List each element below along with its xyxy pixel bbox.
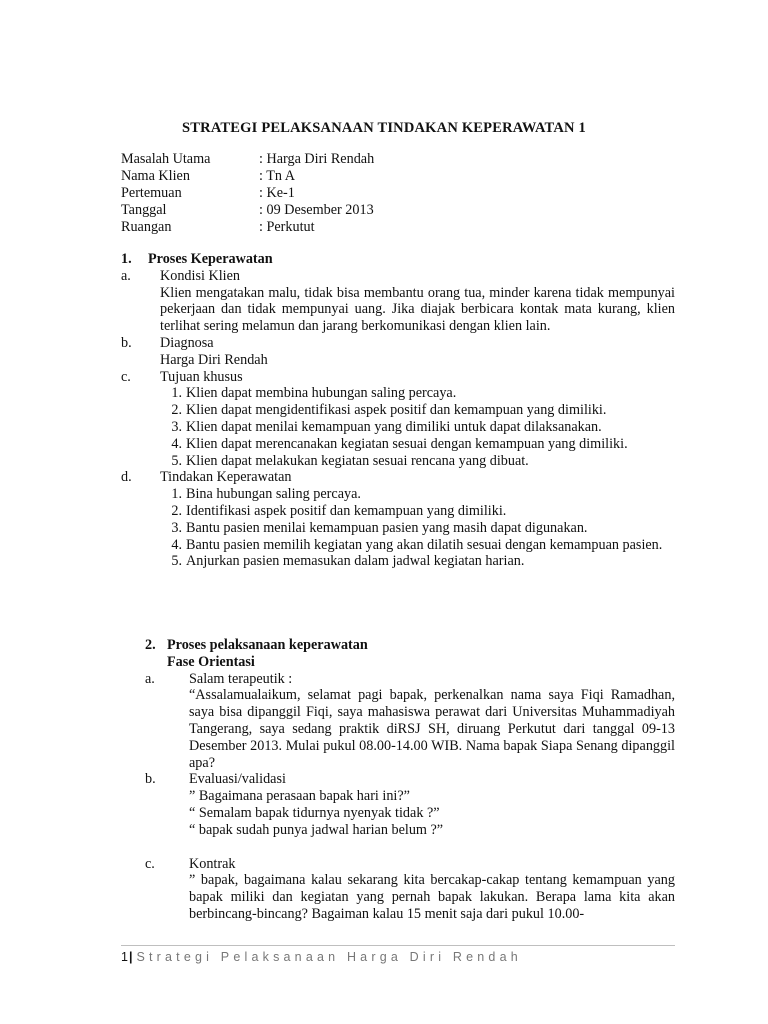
list-item: 3. Klien dapat menilai kemampuan yang dimiliki untuk dapat dilaksanakan.: [171, 418, 602, 435]
list-item: 2. Klien dapat mengidentifikasi aspek positif dan kemampuan yang dimiliki.: [171, 402, 607, 419]
numbered-list: [160, 385, 675, 469]
section-proses-pelaksanaan: [145, 637, 675, 923]
subsection-title: Evaluasi/validasi: [189, 771, 286, 788]
list-item: 3. Bantu pasien menilai kemampuan pasien yang masih dapat digunakan.: [171, 519, 588, 536]
section-title: Proses Keperawatan: [148, 251, 273, 267]
dialogue-line: “ Semalam bapak tidurnya nyenyak tidak ?”: [189, 804, 440, 821]
subsection-paragraph: “Assalamualaikum, selamat pagi bapak, perkenalkan nama saya Fiqi Ramadhan, saya bisa dipanggil Fiqi, saya mahasiswa perawat dari Universitas Muhammadiyah Tangerang, saya sedang praktik diRSJ SH, diruang Perkutut dari tanggal 09-13 Desember 2013. Mulai pukul 08.00-14.00 WIB. Nama bapak Siapa Senang dipanggil apa?: [189, 687, 675, 771]
patient-info-table: [121, 151, 374, 236]
page-number: 1: [121, 950, 128, 964]
dialogue-line: ” Bagaimana perasaan bapak hari ini?”: [189, 788, 410, 805]
page-footer: [121, 950, 522, 964]
phase-title: Fase Orientasi: [167, 653, 255, 670]
info-row-ruangan: [121, 219, 374, 236]
list-item: 1. Bina hubungan saling percaya.: [171, 486, 361, 503]
subsection-tujuan-khusus: [121, 369, 675, 470]
info-row-tanggal: [121, 202, 374, 219]
list-item-text: Bantu pasien memilih kegiatan yang akan dilatih sesuai dengan kemampuan pasien.: [186, 536, 663, 553]
list-item: 2. Identifikasi aspek positif dan kemampuan yang dimiliki.: [171, 502, 507, 519]
subsection-salam-terapeutik: [145, 671, 675, 772]
document-title: STRATEGI PELAKSANAAN TINDAKAN KEPERAWATAN 1: [182, 120, 586, 136]
list-item: 5. Klien dapat melakukan kegiatan sesuai rencana yang dibuat.: [171, 452, 529, 469]
list-item-text: Identifikasi aspek positif dan kemampuan yang dimiliki.: [186, 502, 507, 519]
list-item-text: Klien dapat membina hubungan saling percaya.: [186, 385, 457, 402]
section-heading: [121, 251, 675, 268]
info-label: Masalah Utama: [121, 151, 211, 167]
list-item-text: Anjurkan pasien memasukan dalam jadwal kegiatan harian.: [186, 553, 525, 570]
info-row-pertemuan: [121, 185, 374, 202]
subsection-title: Diagnosa: [160, 334, 214, 351]
subsection-title: Salam terapeutik :: [189, 670, 293, 687]
subsection-marker: c.: [145, 855, 155, 872]
section-number: 1.: [121, 251, 132, 267]
subsection-marker: b.: [121, 334, 132, 351]
subsection-evaluasi-validasi: [145, 771, 675, 838]
subsection-marker: c.: [121, 368, 131, 385]
section-heading: [145, 637, 675, 654]
list-item-text: Bina hubungan saling percaya.: [186, 486, 361, 503]
footer-separator: |: [128, 950, 133, 964]
subsection-title: Kondisi Klien: [160, 267, 240, 284]
info-value: : Ke-1: [259, 185, 295, 201]
section-title: Proses pelaksanaan keperawatan: [167, 637, 368, 653]
footer-text: Strategi Pelaksanaan Harga Diri Rendah: [136, 950, 522, 964]
info-label: Ruangan: [121, 219, 172, 235]
section-number: 2.: [145, 637, 156, 653]
list-item-text: Klien dapat melakukan kegiatan sesuai rencana yang dibuat.: [186, 452, 529, 469]
subsection-paragraph: ” bapak, bagaimana kalau sekarang kita bercakap-cakap tentang kemampuan yang bapak miliki dan kegiatan yang pernah bapak lakukan. Berapa lama kita akan berbincang-bincang? Bagaiman kalau 15 menit saja dari pukul 10.00-: [189, 872, 675, 922]
list-item-text: Klien dapat merencanakan kegiatan sesuai dengan kemampuan yang dimiliki.: [186, 435, 628, 452]
list-item-text: Klien dapat mengidentifikasi aspek positif dan kemampuan yang dimiliki.: [186, 402, 607, 419]
footer-divider: [121, 945, 675, 946]
subsection-title: Tujuan khusus: [160, 368, 243, 385]
dialogue-line: “ bapak sudah punya jadwal harian belum ?”: [189, 821, 444, 838]
subsection-marker: b.: [145, 771, 156, 788]
subsection-paragraph: Harga Diri Rendah: [160, 351, 268, 368]
subsection-tindakan-keperawatan: [121, 469, 675, 570]
subsection-marker: d.: [121, 469, 132, 486]
subsection-kontrak: [145, 856, 675, 923]
subsection-title: Kontrak: [189, 855, 236, 872]
info-row-masalah: [121, 151, 374, 168]
info-value: : 09 Desember 2013: [259, 202, 374, 218]
numbered-list: [160, 486, 675, 570]
subsection-title: Tindakan Keperawatan: [160, 469, 292, 486]
info-value: : Perkutut: [259, 219, 315, 235]
subsection-marker: a.: [145, 670, 155, 687]
list-item: 4. Bantu pasien memilih kegiatan yang akan dilatih sesuai dengan kemampuan pasien.: [171, 536, 663, 553]
section-proses-keperawatan: [121, 251, 675, 570]
list-item: 5. Anjurkan pasien memasukan dalam jadwal kegiatan harian.: [171, 553, 525, 570]
subsection-kondisi-klien: [121, 268, 675, 335]
list-item-text: Klien dapat menilai kemampuan yang dimiliki untuk dapat dilaksanakan.: [186, 418, 602, 435]
subsection-paragraph: Klien mengatakan malu, tidak bisa membantu orang tua, minder karena tidak mempunyai pekerjaan dan tidak mempunyai uang. Jika diajak berbicara kontak mata kurang, klien terlihat sering melamun dan jarang berkomunikasi dengan klien lain.: [160, 284, 675, 335]
subsection-diagnosa: [121, 335, 675, 369]
list-item: 1. Klien dapat membina hubungan saling percaya.: [171, 385, 457, 402]
info-label: Tanggal: [121, 202, 167, 218]
info-row-nama: [121, 168, 374, 185]
subsection-marker: a.: [121, 267, 131, 284]
list-item-text: Bantu pasien menilai kemampuan pasien yang masih dapat digunakan.: [186, 519, 588, 536]
list-item: 4. Klien dapat merencanakan kegiatan sesuai dengan kemampuan yang dimiliki.: [171, 435, 628, 452]
info-value: : Tn A: [259, 168, 296, 184]
info-value: : Harga Diri Rendah: [259, 151, 375, 167]
info-label: Nama Klien: [121, 168, 190, 184]
info-label: Pertemuan: [121, 185, 182, 201]
